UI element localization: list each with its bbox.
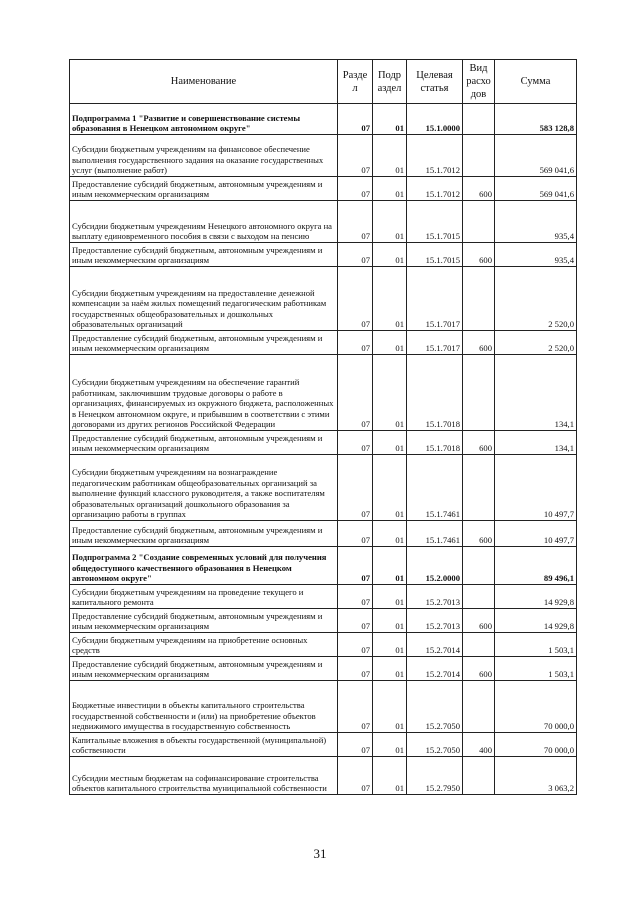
row-name: Субсидии бюджетным учреждениям на приобретение основных средств xyxy=(70,633,338,657)
row-vid: 600 xyxy=(463,609,495,633)
row-name: Предоставление субсидий бюджетным, автономным учреждениям и иным некоммерческим организациям xyxy=(70,431,338,455)
row-vid: 600 xyxy=(463,177,495,201)
table-row xyxy=(70,609,577,633)
row-razdel: 07 xyxy=(338,681,373,733)
header-summa: Сумма xyxy=(495,60,577,104)
row-name: Бюджетные инвестиции в объекты капитального строительства государственной собственности и (или) на приобретение объектов недвижимого имущества в государственную собственность xyxy=(70,681,338,733)
row-celevaya: 15.2.7013 xyxy=(407,609,463,633)
row-podrazdel: 01 xyxy=(373,267,407,331)
row-celevaya: 15.2.0000 xyxy=(407,547,463,585)
row-podrazdel: 01 xyxy=(373,657,407,681)
row-celevaya: 15.1.7015 xyxy=(407,201,463,243)
row-podrazdel: 01 xyxy=(373,681,407,733)
row-name: Подпрограмма 1 "Развитие и совершенствование системы образования в Ненецком автономном округе" xyxy=(70,104,338,135)
row-razdel: 07 xyxy=(338,585,373,609)
table-row xyxy=(70,104,577,135)
row-summa: 14 929,8 xyxy=(495,609,577,633)
row-celevaya: 15.1.7018 xyxy=(407,355,463,431)
row-razdel: 07 xyxy=(338,757,373,795)
row-vid: 600 xyxy=(463,243,495,267)
row-name: Предоставление субсидий бюджетным, автономным учреждениям и иным некоммерческим организациям xyxy=(70,657,338,681)
row-razdel: 07 xyxy=(338,657,373,681)
row-summa: 2 520,0 xyxy=(495,331,577,355)
row-summa: 3 063,2 xyxy=(495,757,577,795)
row-vid xyxy=(463,135,495,177)
row-name: Предоставление субсидий бюджетным, автономным учреждениям и иным некоммерческим организациям xyxy=(70,609,338,633)
table-body xyxy=(70,104,577,795)
row-podrazdel: 01 xyxy=(373,547,407,585)
row-summa: 2 520,0 xyxy=(495,267,577,331)
row-celevaya: 15.2.7013 xyxy=(407,585,463,609)
row-podrazdel: 01 xyxy=(373,331,407,355)
table-row xyxy=(70,733,577,757)
row-celevaya: 15.1.7012 xyxy=(407,177,463,201)
table-row xyxy=(70,585,577,609)
row-podrazdel: 01 xyxy=(373,104,407,135)
row-name: Предоставление субсидий бюджетным, автономным учреждениям и иным некоммерческим организациям xyxy=(70,243,338,267)
row-celevaya: 15.2.7050 xyxy=(407,733,463,757)
row-name: Предоставление субсидий бюджетным, автономным учреждениям и иным некоммерческим организациям xyxy=(70,521,338,547)
row-podrazdel: 01 xyxy=(373,521,407,547)
row-summa: 70 000,0 xyxy=(495,681,577,733)
table-row xyxy=(70,757,577,795)
row-summa: 14 929,8 xyxy=(495,585,577,609)
table-row xyxy=(70,431,577,455)
row-summa: 569 041,6 xyxy=(495,177,577,201)
row-summa: 583 128,8 xyxy=(495,104,577,135)
row-celevaya: 15.1.7015 xyxy=(407,243,463,267)
row-podrazdel: 01 xyxy=(373,455,407,521)
row-vid xyxy=(463,104,495,135)
row-summa: 1 503,1 xyxy=(495,657,577,681)
row-name: Субсидии местным бюджетам на софинансирование строительства объектов капитального строительства муниципальной собственности xyxy=(70,757,338,795)
row-vid xyxy=(463,681,495,733)
row-summa: 89 496,1 xyxy=(495,547,577,585)
row-summa: 10 497,7 xyxy=(495,455,577,521)
row-vid: 600 xyxy=(463,431,495,455)
header-podrazdel: Подр аздел xyxy=(373,60,407,104)
row-name: Капитальные вложения в объекты государственной (муниципальной) собственности xyxy=(70,733,338,757)
row-celevaya: 15.2.7014 xyxy=(407,657,463,681)
row-vid: 400 xyxy=(463,733,495,757)
row-razdel: 07 xyxy=(338,177,373,201)
table-row xyxy=(70,243,577,267)
row-vid xyxy=(463,585,495,609)
row-summa: 1 503,1 xyxy=(495,633,577,657)
row-summa: 935,4 xyxy=(495,201,577,243)
row-razdel: 07 xyxy=(338,331,373,355)
row-celevaya: 15.1.7017 xyxy=(407,267,463,331)
row-celevaya: 15.1.7018 xyxy=(407,431,463,455)
table-row xyxy=(70,521,577,547)
row-vid: 600 xyxy=(463,521,495,547)
page-number: 31 xyxy=(313,846,327,861)
row-summa: 935,4 xyxy=(495,243,577,267)
row-razdel: 07 xyxy=(338,547,373,585)
table-row xyxy=(70,201,577,243)
row-celevaya: 15.2.7950 xyxy=(407,757,463,795)
row-razdel: 07 xyxy=(338,609,373,633)
table-row xyxy=(70,455,577,521)
row-podrazdel: 01 xyxy=(373,431,407,455)
row-celevaya: 15.1.7461 xyxy=(407,455,463,521)
row-vid xyxy=(463,455,495,521)
row-razdel: 07 xyxy=(338,201,373,243)
row-celevaya: 15.2.7014 xyxy=(407,633,463,657)
row-vid xyxy=(463,201,495,243)
row-summa: 134,1 xyxy=(495,431,577,455)
row-name: Субсидии бюджетным учреждениям Ненецкого автономного округа на выплату единовременного пособия в связи с выходом на пенсию xyxy=(70,201,338,243)
row-podrazdel: 01 xyxy=(373,177,407,201)
header-vid: Вид расхо дов xyxy=(463,60,495,104)
header-name: Наименование xyxy=(70,60,338,104)
row-podrazdel: 01 xyxy=(373,135,407,177)
table-row xyxy=(70,135,577,177)
row-name: Субсидии бюджетным учреждениям на финансовое обеспечение выполнения государственного задания на оказание государственных услуг (выполнение работ) xyxy=(70,135,338,177)
table-header-row xyxy=(70,60,577,104)
row-vid: 600 xyxy=(463,657,495,681)
row-celevaya: 15.1.7017 xyxy=(407,331,463,355)
row-celevaya: 15.1.7461 xyxy=(407,521,463,547)
table-row xyxy=(70,267,577,331)
row-name: Предоставление субсидий бюджетным, автономным учреждениям и иным некоммерческим организациям xyxy=(70,331,338,355)
budget-table xyxy=(69,59,577,795)
header-razdel: Разде л xyxy=(338,60,373,104)
row-podrazdel: 01 xyxy=(373,733,407,757)
row-razdel: 07 xyxy=(338,431,373,455)
table-row xyxy=(70,681,577,733)
row-podrazdel: 01 xyxy=(373,585,407,609)
row-celevaya: 15.2.7050 xyxy=(407,681,463,733)
row-razdel: 07 xyxy=(338,135,373,177)
row-summa: 134,1 xyxy=(495,355,577,431)
table-row xyxy=(70,633,577,657)
row-razdel: 07 xyxy=(338,243,373,267)
row-name: Субсидии бюджетным учреждениям на вознаграждение педагогическим работникам общеобразовательных организаций за выполнение функций классного руководителя, а также воспитателям образовательных организаций дошкольного образования за организацию работы в группах xyxy=(70,455,338,521)
row-podrazdel: 01 xyxy=(373,609,407,633)
row-razdel: 07 xyxy=(338,633,373,657)
row-vid xyxy=(463,633,495,657)
table-row xyxy=(70,177,577,201)
row-vid xyxy=(463,757,495,795)
row-vid xyxy=(463,355,495,431)
row-razdel: 07 xyxy=(338,267,373,331)
row-razdel: 07 xyxy=(338,521,373,547)
row-celevaya: 15.1.7012 xyxy=(407,135,463,177)
row-razdel: 07 xyxy=(338,733,373,757)
row-podrazdel: 01 xyxy=(373,201,407,243)
row-summa: 10 497,7 xyxy=(495,521,577,547)
table-row xyxy=(70,331,577,355)
row-razdel: 07 xyxy=(338,355,373,431)
row-podrazdel: 01 xyxy=(373,633,407,657)
row-vid xyxy=(463,547,495,585)
row-podrazdel: 01 xyxy=(373,243,407,267)
row-name: Предоставление субсидий бюджетным, автономным учреждениям и иным некоммерческим организациям xyxy=(70,177,338,201)
table-row xyxy=(70,355,577,431)
header-celevaya: Целевая статья xyxy=(407,60,463,104)
row-celevaya: 15.1.0000 xyxy=(407,104,463,135)
row-name: Субсидии бюджетным учреждениям на предоставление денежной компенсации за наём жилых помещений педагогическим работникам государственных общеобразовательных и дошкольных образовательных организаций xyxy=(70,267,338,331)
row-name: Подпрограмма 2 "Создание современных условий для получения общедоступного качественного образования в Ненецком автономном округе" xyxy=(70,547,338,585)
row-vid xyxy=(463,267,495,331)
row-summa: 70 000,0 xyxy=(495,733,577,757)
row-razdel: 07 xyxy=(338,104,373,135)
row-name: Субсидии бюджетным учреждениям на проведение текущего и капитального ремонта xyxy=(70,585,338,609)
row-summa: 569 041,6 xyxy=(495,135,577,177)
row-name: Субсидии бюджетным учреждениям на обеспечение гарантий работникам, заключившим трудовые договоры о работе в организациях, финансируемых из окружного бюджета, расположенных в Ненецком автономном округе, и прибывшим в соответствии с этими договорами из других регионов Российской Федерации xyxy=(70,355,338,431)
table-row xyxy=(70,657,577,681)
row-razdel: 07 xyxy=(338,455,373,521)
row-podrazdel: 01 xyxy=(373,355,407,431)
row-podrazdel: 01 xyxy=(373,757,407,795)
row-vid: 600 xyxy=(463,331,495,355)
table-row xyxy=(70,547,577,585)
